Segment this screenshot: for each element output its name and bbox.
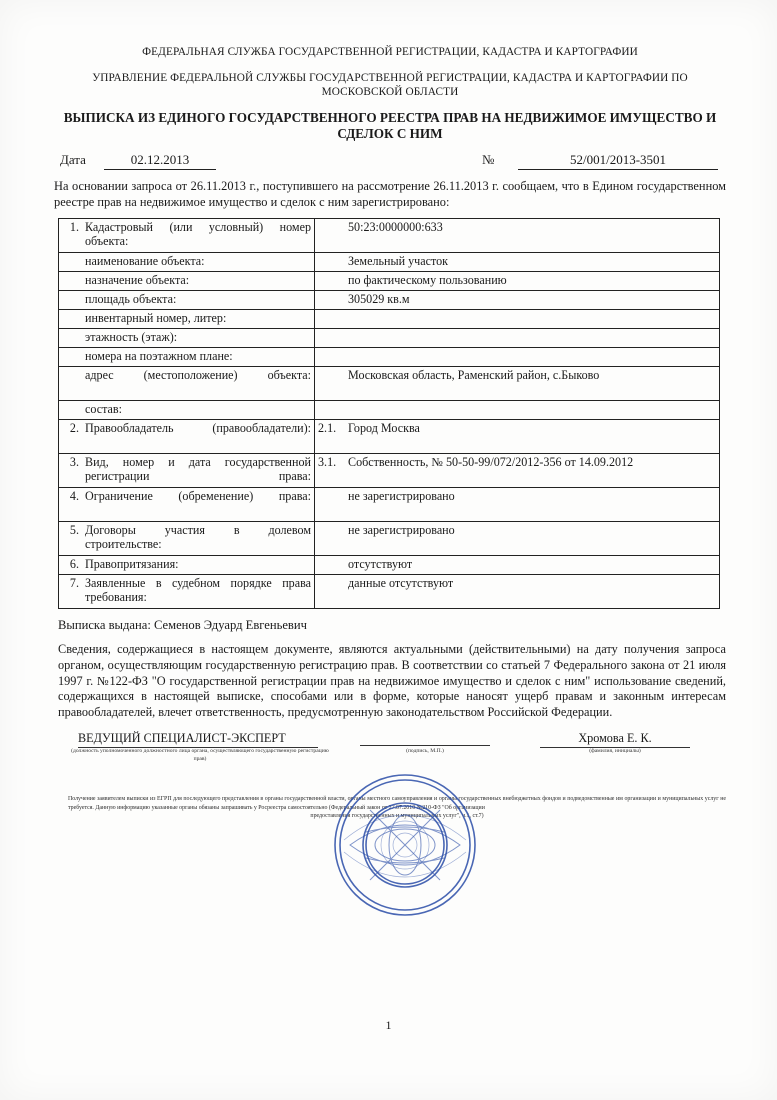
- table-row: [59, 291, 720, 310]
- row-subnumber: [315, 329, 346, 348]
- number-label: №: [482, 152, 495, 168]
- table-row: [59, 348, 720, 367]
- signature-line: [360, 731, 490, 746]
- row-value: Земельный участок: [345, 253, 720, 272]
- row-number: 7.: [59, 575, 83, 609]
- official-round-stamp: [330, 770, 480, 920]
- row-label: назначение объекта:: [82, 272, 315, 291]
- row-subnumber: [315, 401, 346, 420]
- row-label: Ограничение (обременение) права:: [82, 488, 315, 522]
- page-number: 1: [385, 1018, 392, 1032]
- table-row: [59, 522, 720, 556]
- footnote-line-4: предоставления государственных и муниципальных услуг", ч.1, ст.7): [310, 813, 484, 820]
- row-number: 6.: [59, 556, 83, 575]
- row-subnumber: [315, 348, 346, 367]
- row-value: не зарегистрировано: [345, 488, 720, 522]
- intro-paragraph: На основании запроса от 26.11.2013 г., поступившего на рассмотрение 26.11.2013 г. сообщаем, что в Едином государственном реестре прав на недвижимое имущество и сделок с ним зарегистрировано:: [54, 179, 726, 210]
- row-value: [345, 348, 720, 367]
- row-subnumber: [315, 291, 346, 310]
- table-row: [59, 454, 720, 488]
- row-subnumber: [315, 556, 346, 575]
- table-row: [59, 367, 720, 401]
- table-row: [59, 253, 720, 272]
- signer-name: Хромова Е. К.: [540, 731, 690, 748]
- row-label: инвентарный номер, литер:: [82, 310, 315, 329]
- signature-block: [60, 730, 728, 820]
- row-label: состав:: [82, 401, 315, 420]
- row-number: [59, 367, 83, 401]
- row-number: 2.: [59, 420, 83, 454]
- row-value: [345, 401, 720, 420]
- number-value: 52/001/2013-3501: [518, 152, 718, 170]
- row-label: Кадастровый (или условный) номер объекта:: [82, 219, 315, 253]
- row-value: по фактическому пользованию: [345, 272, 720, 291]
- table-row: [59, 488, 720, 522]
- signer-name-caption: (фамилия, инициалы): [589, 747, 641, 754]
- table-row: [59, 401, 720, 420]
- row-label: номера на поэтажном плане:: [82, 348, 315, 367]
- row-label: этажность (этаж):: [82, 329, 315, 348]
- row-subnumber: [315, 219, 346, 253]
- row-number: [59, 272, 83, 291]
- table-row: [59, 272, 720, 291]
- document-title: ВЫПИСКА ИЗ ЕДИНОГО ГОСУДАРСТВЕННОГО РЕЕСТРА ПРАВ НА НЕДВИЖИМОЕ ИМУЩЕСТВО И СДЕЛОК С НИМ: [63, 110, 717, 142]
- row-subnumber: [315, 253, 346, 272]
- row-subnumber: 3.1.: [315, 454, 346, 488]
- row-value: Собственность, № 50-50-99/072/2012-356 от 14.09.2012: [345, 454, 720, 488]
- agency-header-line-2: УПРАВЛЕНИЕ ФЕДЕРАЛЬНОЙ СЛУЖБЫ ГОСУДАРСТВЕННОЙ РЕГИСТРАЦИИ, КАДАСТРА И КАРТОГРАФИИ ПО МОСКОВСКОЙ ОБЛАСТИ: [92, 71, 688, 98]
- registry-table: [58, 218, 720, 609]
- row-value: 305029 кв.м: [345, 291, 720, 310]
- row-subnumber: [315, 488, 346, 522]
- signature-caption: (подпись, М.П.): [406, 747, 444, 754]
- row-number: [59, 253, 83, 272]
- row-number: [59, 348, 83, 367]
- signer-role: ВЕДУЩИЙ СПЕЦИАЛИСТ-ЭКСПЕРТ: [78, 731, 318, 748]
- document-body: [52, 46, 728, 820]
- row-subnumber: [315, 522, 346, 556]
- row-value: не зарегистрировано: [345, 522, 720, 556]
- table-row: [59, 219, 720, 253]
- row-value: Московская область, Раменский район, с.Быково: [345, 367, 720, 401]
- row-number: 5.: [59, 522, 83, 556]
- table-row: [59, 420, 720, 454]
- legal-notice-paragraph: Сведения, содержащиеся в настоящем документе, являются актуальными (действительными) на дату получения запроса органом, осуществляющим государственную регистрацию прав. В соответствии со статьей 7 Федерального закона от 21 июля 1997 г. №122-ФЗ "О государственной регистрации прав на недвижимое имущество и сделок с ним" использование сведений, содержащихся в настоящей выписке, способами или в форме, которые наносят ущерб правам и законным интересам правообладателей, влечет ответственность, предусмотренную законодательством Российской Федерации.: [58, 642, 726, 720]
- row-number: 3.: [59, 454, 83, 488]
- row-value: 50:23:0000000:633: [345, 219, 720, 253]
- row-subnumber: [315, 310, 346, 329]
- row-subnumber: [315, 367, 346, 401]
- row-subnumber: [315, 272, 346, 291]
- row-label: наименование объекта:: [82, 253, 315, 272]
- table-row: [59, 556, 720, 575]
- row-number: [59, 310, 83, 329]
- table-row: [59, 310, 720, 329]
- footnote-line-1: Получение заявителем выписки из ЕГРП для последующего представления в органы государственной власти, органы местного самоуправления и: [68, 795, 438, 802]
- row-subnumber: [315, 575, 346, 609]
- row-label: Правообладатель (правообладатели):: [82, 420, 315, 454]
- row-label: площадь объекта:: [82, 291, 315, 310]
- date-and-number-row: [52, 150, 728, 172]
- row-label: Договоры участия в долевом строительстве:: [82, 522, 315, 556]
- row-label: адрес (местоположение) объекта:: [82, 367, 315, 401]
- date-value: 02.12.2013: [104, 152, 216, 170]
- row-number: [59, 291, 83, 310]
- row-value: Город Москва: [345, 420, 720, 454]
- row-number: [59, 401, 83, 420]
- row-label: Правопритязания:: [82, 556, 315, 575]
- date-label: Дата: [60, 152, 86, 168]
- footnote-text: [68, 795, 726, 821]
- row-number: 1.: [59, 219, 83, 253]
- row-number: [59, 329, 83, 348]
- row-value: данные отсутствуют: [345, 575, 720, 609]
- row-value: [345, 310, 720, 329]
- footnote-line-2: органы государственных внебюджетных фондов и подведомственные им организации и муниципальных услуг не требуется. Данную информацию: [68, 795, 726, 811]
- row-label: Вид, номер и дата государственной регистрации права:: [82, 454, 315, 488]
- row-value: [345, 329, 720, 348]
- agency-header-line-1: ФЕДЕРАЛЬНАЯ СЛУЖБА ГОСУДАРСТВЕННОЙ РЕГИСТРАЦИИ, КАДАСТРА И КАРТОГРАФИИ: [142, 46, 638, 58]
- issued-to-line: Выписка выдана: Семенов Эдуард Евгеньевич: [58, 618, 307, 633]
- table-row: [59, 329, 720, 348]
- footnote-line-3: указанные органы обязаны запрашивать у Росреестра самостоятельно (Федеральный закон от 27.07.2010 №210-ФЗ "Об организации: [151, 804, 485, 811]
- table-row: [59, 575, 720, 609]
- row-number: 4.: [59, 488, 83, 522]
- row-label: Заявленные в судебном порядке права требования:: [82, 575, 315, 609]
- signer-role-caption: (должность уполномоченного должностного лица органа, осуществляющего государственную регистрацию прав): [71, 747, 329, 762]
- row-value: отсутствуют: [345, 556, 720, 575]
- row-subnumber: 2.1.: [315, 420, 346, 454]
